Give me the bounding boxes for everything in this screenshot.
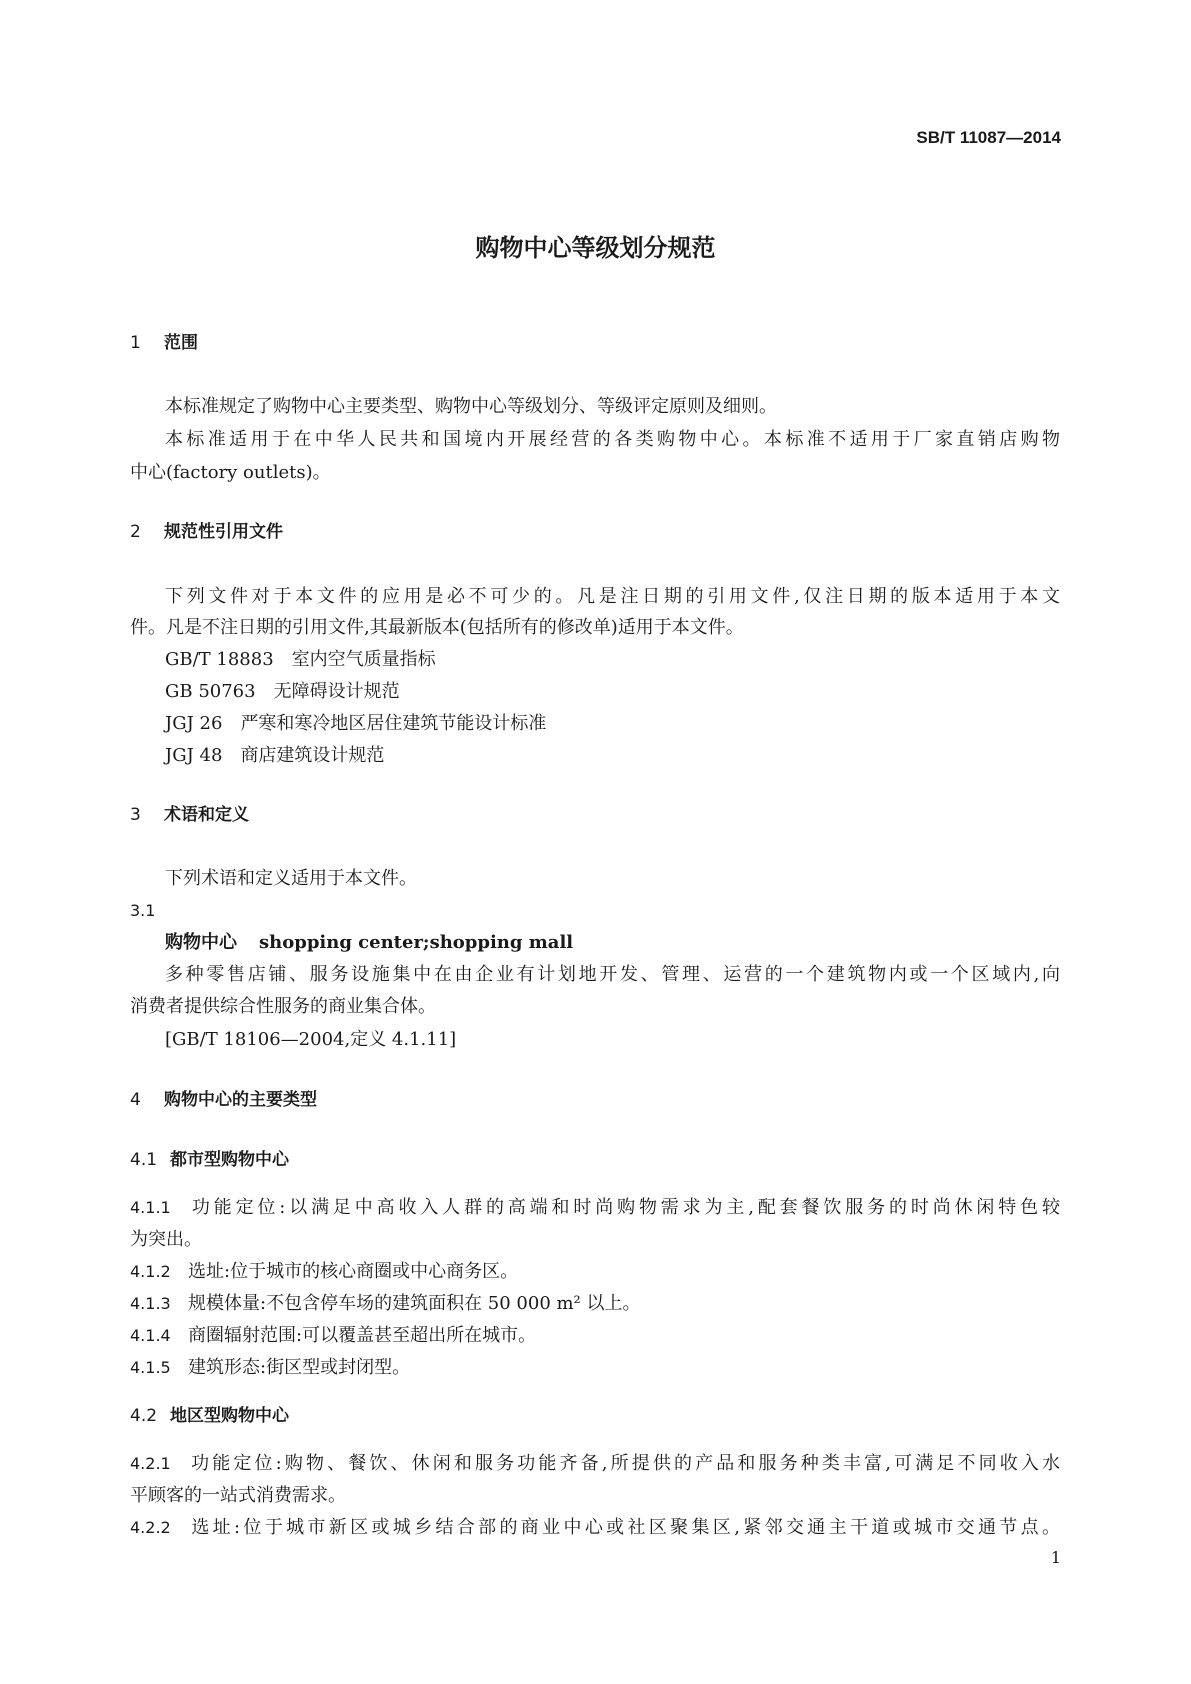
clause-text: 功能定位:以满足中高收入人群的高端和时尚购物需求为主,配套餐饮服务的时尚休闲特色较 <box>188 1197 1060 1218</box>
term-en: shopping center;shopping mall <box>259 932 574 953</box>
clause-text: 建筑形态:街区型或封闭型。 <box>188 1357 411 1378</box>
clause-item <box>130 1292 641 1316</box>
clause-text: 功能定位:购物、餐饮、休闲和服务功能齐备,所提供的产品和服务种类丰富,可满足不同收入水 <box>188 1453 1060 1474</box>
section-number: 4 <box>130 1090 141 1110</box>
normative-reference <box>165 712 546 736</box>
term-zh: 购物中心 <box>165 932 237 953</box>
clause-item <box>130 1260 518 1284</box>
section-heading <box>130 331 198 355</box>
section-title: 范围 <box>164 333 198 353</box>
section-number: 2 <box>130 522 141 542</box>
reference-code: JGJ 26 <box>165 713 223 734</box>
section-number: 1 <box>130 333 141 353</box>
section-number: 4.2 <box>130 1406 158 1426</box>
section-heading <box>130 803 249 827</box>
clause-number: 4.1.3 <box>130 1294 171 1313</box>
paragraph-line: 本标准规定了购物中心主要类型、购物中心等级划分、等级评定原则及细则。 <box>165 396 777 417</box>
page-number: 1 <box>1050 1548 1061 1567</box>
paragraph-line: 下列文件对于本文件的应用是必不可少的。凡是注日期的引用文件,仅注日期的版本适用于本文 <box>165 586 1060 607</box>
section-title: 术语和定义 <box>164 805 249 825</box>
clause-number: 4.1.4 <box>130 1326 171 1345</box>
clause-item <box>130 1516 1060 1540</box>
reference-title: 室内空气质量指标 <box>291 649 436 670</box>
clause-number: 4.2.1 <box>130 1454 171 1473</box>
clause-item <box>130 1196 1060 1220</box>
clause-item <box>130 1324 536 1348</box>
paragraph-line: 消费者提供综合性服务的商业集合体。 <box>130 996 436 1017</box>
paragraph-line: 本标准适用于在中华人民共和国境内开展经营的各类购物中心。本标准不适用于厂家直销店购物 <box>165 429 1060 450</box>
paragraph-line: 为突出。 <box>130 1229 202 1250</box>
normative-reference <box>165 648 436 672</box>
reference-code: GB/T 18883 <box>165 649 274 670</box>
reference-title: 严寒和寒冷地区居住建筑节能设计标准 <box>240 713 547 734</box>
reference-title: 商店建筑设计规范 <box>240 745 385 766</box>
normative-reference <box>165 680 400 704</box>
section-heading <box>130 1088 317 1112</box>
section-heading <box>130 1404 289 1428</box>
term-number: 3.1 <box>130 901 156 920</box>
clause-item <box>130 1452 1060 1476</box>
reference-code: GB 50763 <box>165 681 256 702</box>
clause-text: 规模体量:不包含停车场的建筑面积在 50 000 m² 以上。 <box>188 1293 641 1314</box>
section-title: 都市型购物中心 <box>170 1150 289 1170</box>
paragraph-line: 多种零售店铺、服务设施集中在由企业有计划地开发、管理、运营的一个建筑物内或一个区域内,向 <box>165 964 1060 985</box>
clause-number: 4.1.2 <box>130 1262 171 1281</box>
clause-item <box>130 1356 410 1380</box>
reference-title: 无障碍设计规范 <box>273 681 400 702</box>
section-title: 规范性引用文件 <box>164 522 283 542</box>
clause-text: 选址:位于城市的核心商圈或中心商务区。 <box>188 1261 519 1282</box>
paragraph-line: 中心(factory outlets)。 <box>130 462 331 483</box>
page-title: 购物中心等级划分规范 <box>475 234 716 262</box>
clause-text: 选址:位于城市新区或城乡结合部的商业中心或社区聚集区,紧邻交通主干道或城市交通节点。 <box>188 1517 1060 1538</box>
term-entry <box>165 931 573 955</box>
clause-number: 4.2.2 <box>130 1518 171 1537</box>
section-heading <box>130 520 283 544</box>
section-number: 3 <box>130 805 141 825</box>
clause-text: 商圈辐射范围:可以覆盖甚至超出所在城市。 <box>188 1325 537 1346</box>
paragraph-line: 下列术语和定义适用于本文件。 <box>165 868 417 889</box>
paragraph-line: 平顾客的一站式消费需求。 <box>130 1485 346 1506</box>
section-title: 购物中心的主要类型 <box>164 1090 317 1110</box>
clause-number: 4.1.5 <box>130 1358 171 1377</box>
section-title: 地区型购物中心 <box>170 1406 289 1426</box>
reference-code: JGJ 48 <box>165 745 223 766</box>
section-heading <box>130 1148 289 1172</box>
normative-reference <box>165 744 384 768</box>
section-number: 4.1 <box>130 1150 158 1170</box>
paragraph-line: [GB/T 18106—2004,定义 4.1.11] <box>165 1029 457 1050</box>
paragraph-line: 件。凡是不注日期的引用文件,其最新版本(包括所有的修改单)适用于本文件。 <box>130 617 744 638</box>
standard-code: SB/T 11087—2014 <box>916 128 1061 147</box>
clause-number: 4.1.1 <box>130 1198 171 1217</box>
